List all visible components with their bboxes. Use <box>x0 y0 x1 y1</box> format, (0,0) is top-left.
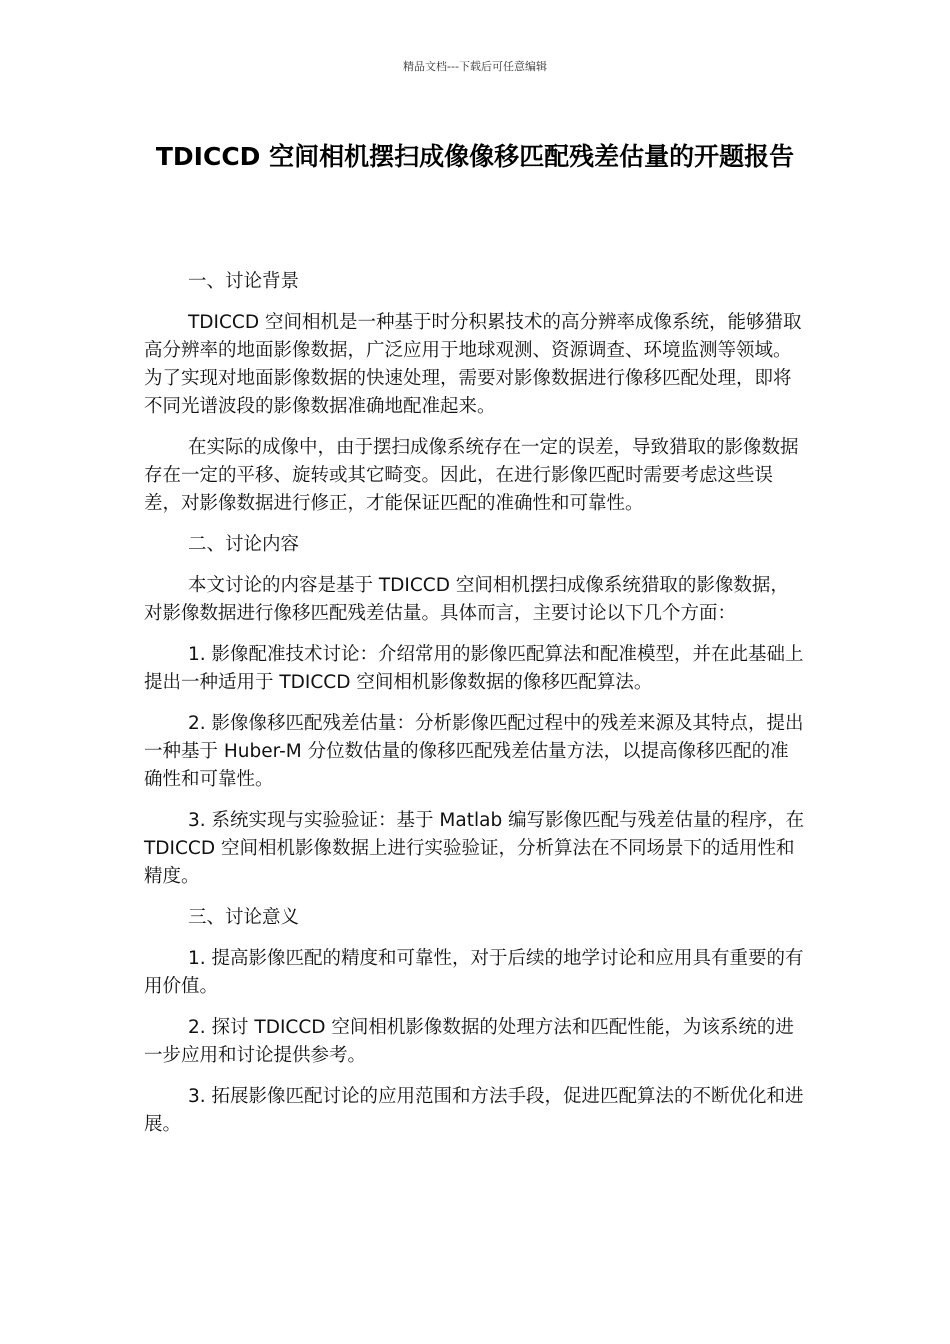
list-item: 3. 系统实现与实验验证：基于 Matlab 编写影像匹配与残差估量的程序，在 TDICCD 空间相机影像数据上进行实验验证，分析算法在不同场景下的适用性和精度。 <box>144 810 805 887</box>
paragraph: 在实际的成像中，由于摆扫成像系统存在一定的误差，导致猎取的影像数据存在一定的平移、旋转或其它畸变。因此，在进行影像匹配时需要考虑这些误差，对影像数据进行修正，才能保证匹配的准确性和可靠性。 <box>144 437 799 514</box>
list-item: 2. 影像像移匹配残差估量：分析影像匹配过程中的残差来源及其特点，提出一种基于 Huber-M 分位数估量的像移匹配残差估量方法，以提高像移匹配的准确性和可靠性。 <box>144 713 804 790</box>
list-item: 1. 提高影像匹配的精度和可靠性，对于后续的地学讨论和应用具有重要的有用价值。 <box>144 948 804 997</box>
list-item: 2. 探讨 TDICCD 空间相机影像数据的处理方法和匹配性能，为该系统的进一步应用和讨论提供参考。 <box>144 1017 794 1066</box>
document-title: TDICCD 空间相机摆扫成像像移匹配残差估量的开题报告 <box>155 142 795 171</box>
document-body <box>144 268 806 1152</box>
paragraph: TDICCD 空间相机是一种基于时分积累技术的高分辨率成像系统，能够猎取高分辨率的地面影像数据，广泛应用于地球观测、资源调查、环境监测等领域。为了实现对地面影像数据的快速处理，需要对影像数据进行像移匹配处理，即将不同光谱波段的影像数据准确地配准起来。 <box>144 312 802 417</box>
list-item: 1. 影像配准技术讨论：介绍常用的影像匹配算法和配准模型，并在此基础上提出一种适用于 TDICCD 空间相机影像数据的像移匹配算法。 <box>144 644 804 693</box>
header-note: 精品文档---下载后可任意编辑 <box>403 60 547 73</box>
section-heading: 一、讨论背景 <box>188 271 300 292</box>
section-heading: 二、讨论内容 <box>188 534 300 555</box>
list-item: 3. 拓展影像匹配讨论的应用范围和方法手段，促进匹配算法的不断优化和进展。 <box>144 1086 804 1135</box>
paragraph: 本文讨论的内容是基于 TDICCD 空间相机摆扫成像系统猎取的影像数据，对影像数据进行像移匹配残差估量。具体而言，主要讨论以下几个方面： <box>144 575 789 624</box>
section-heading: 三、讨论意义 <box>188 907 300 928</box>
